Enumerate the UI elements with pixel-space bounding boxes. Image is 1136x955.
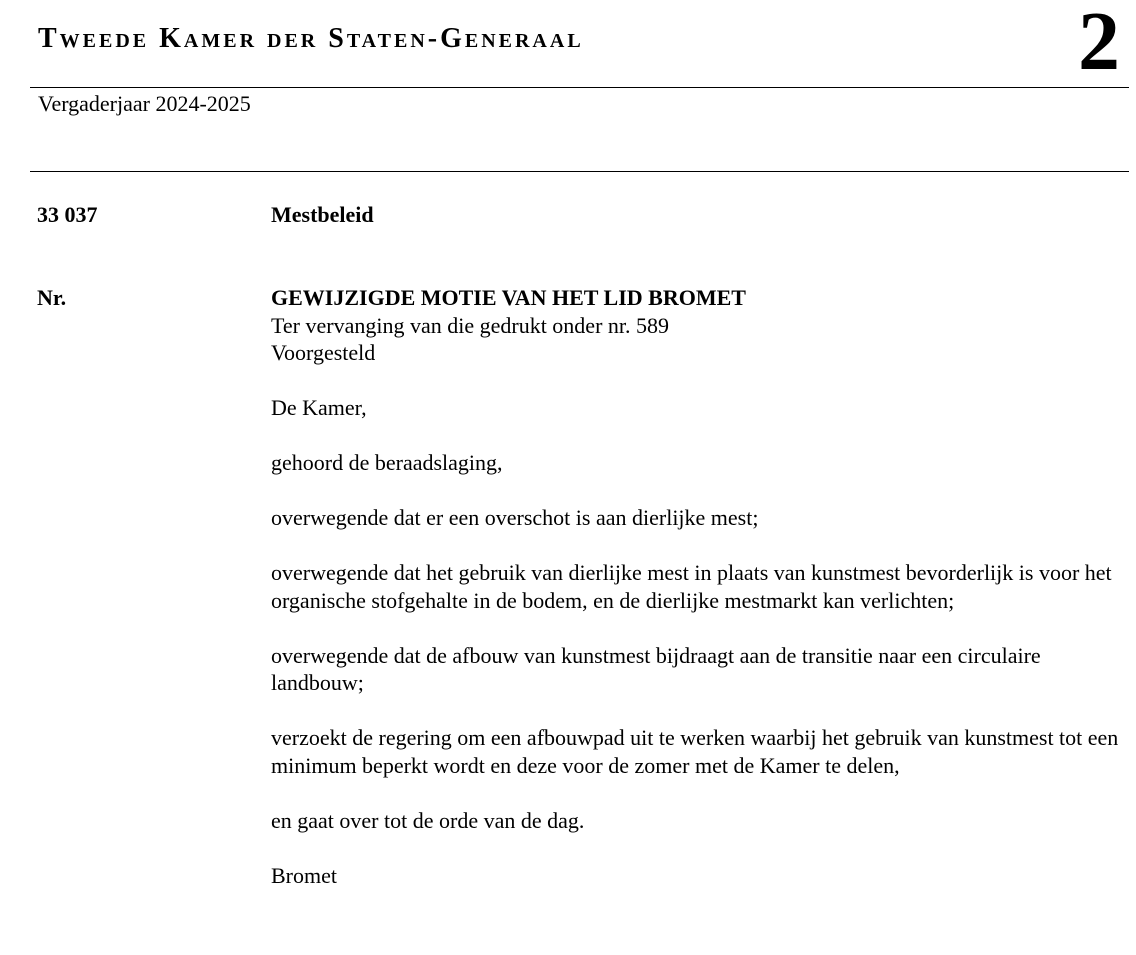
- consideration: overwegende dat er een overschot is aan dierlijke mest;: [271, 505, 759, 530]
- header-divider: [30, 87, 1129, 88]
- motion-body: [271, 284, 1121, 889]
- request-clause: verzoekt de regering om een afbouwpad uit te werken waarbij het gebruik van kunstmest tot een minimum beperkt wordt en deze voor de zomer met de Kamer te delen,: [271, 725, 1119, 778]
- institution-title: Tweede Kamer der Staten-Generaal: [38, 23, 584, 54]
- motion-title: GEWIJZIGDE MOTIE VAN HET LID BROMET: [271, 285, 746, 310]
- replacement-note: Ter vervanging van die gedrukt onder nr. 589: [271, 312, 670, 338]
- addressee: De Kamer,: [271, 395, 367, 420]
- heard-clause: gehoord de beraadslaging,: [271, 450, 503, 475]
- closing-clause: en gaat over tot de orde van de dag.: [271, 807, 585, 833]
- section-divider: [30, 171, 1129, 172]
- session-year: Vergaderjaar 2024-2025: [38, 91, 251, 116]
- dossier-number: 33 037: [37, 202, 98, 227]
- motion-status: Voorgesteld: [271, 340, 376, 365]
- dossier-title: Mestbeleid: [271, 202, 374, 227]
- consideration: overwegende dat de afbouw van kunstmest bijdraagt aan de transitie naar een circulaire landbouw;: [271, 642, 1041, 695]
- nr-label: Nr.: [37, 285, 67, 310]
- signatory: Bromet: [271, 862, 337, 888]
- consideration: overwegende dat het gebruik van dierlijke mest in plaats van kunstmest bevorderlijk is voor het organische stofgehalte in de bodem, en de dierlijke mestmarkt kan verlichten;: [271, 560, 1112, 613]
- chamber-number: 2: [1078, 0, 1120, 88]
